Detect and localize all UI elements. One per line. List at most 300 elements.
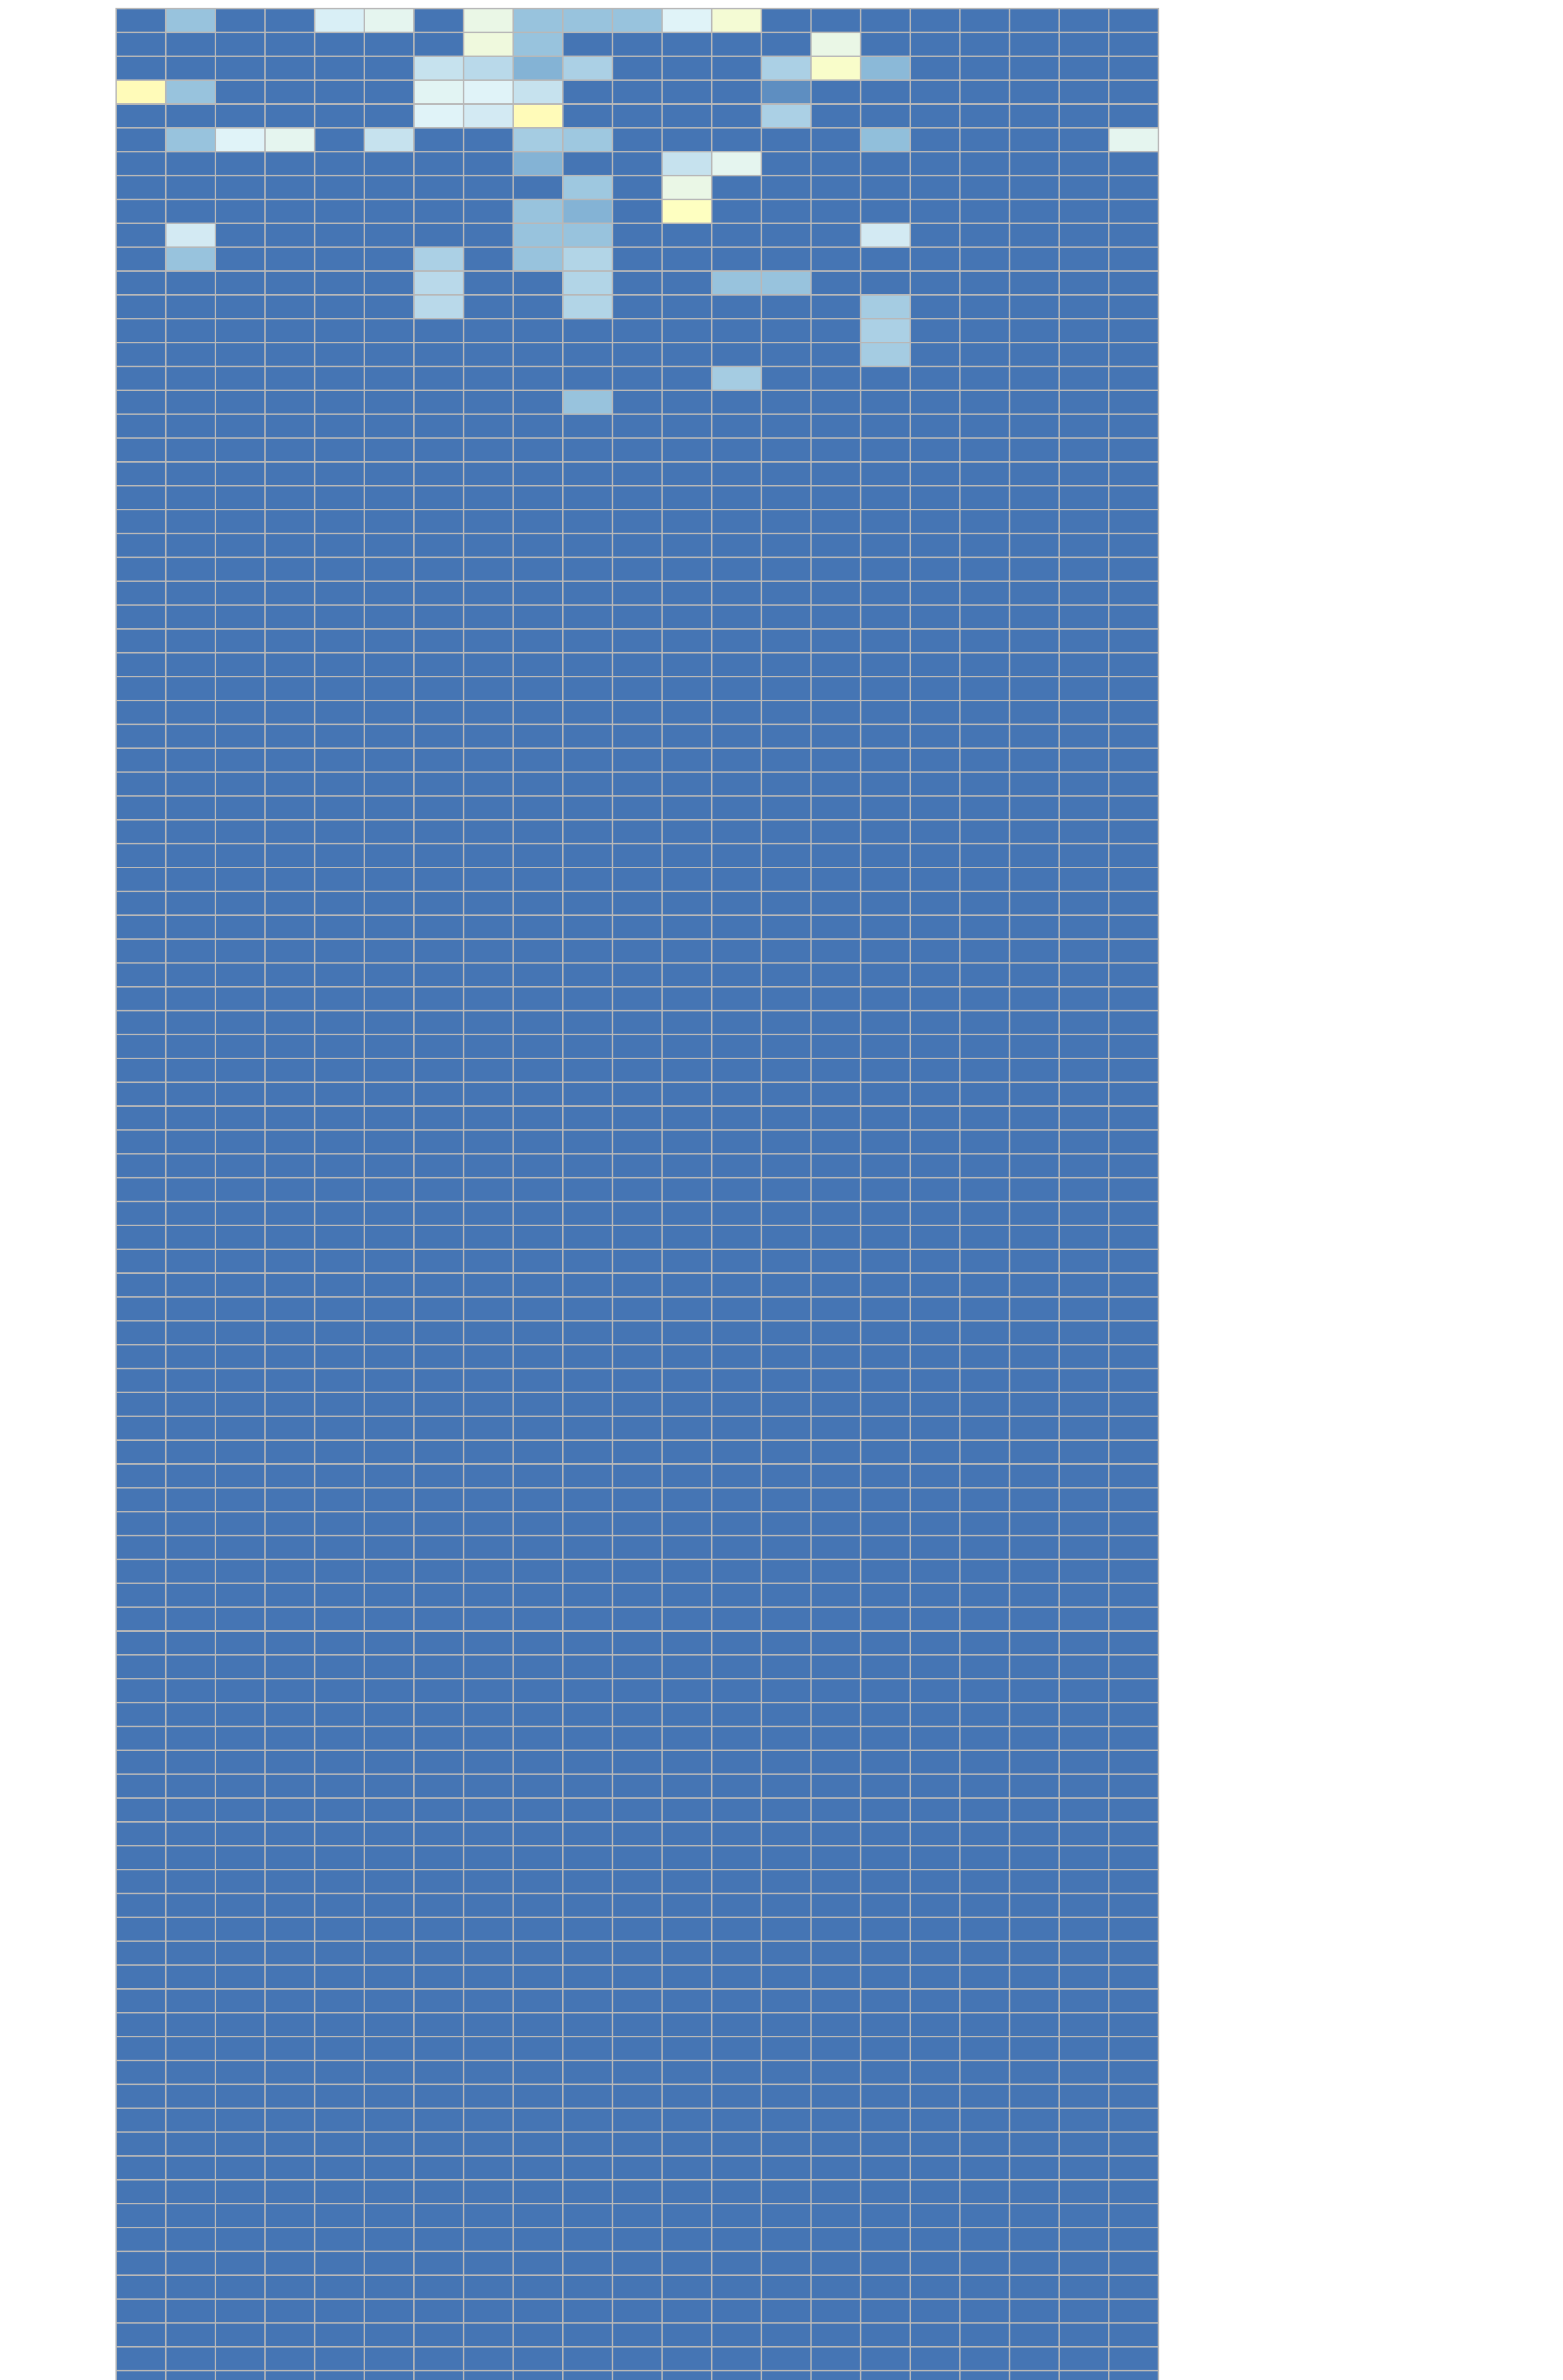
heatmap-cell <box>116 1703 166 1726</box>
heatmap-cell <box>315 1416 364 1440</box>
heatmap-cell <box>1059 534 1108 557</box>
heatmap-cell <box>513 1011 563 1034</box>
heatmap-cell <box>464 2299 513 2323</box>
heatmap-cell <box>216 892 265 915</box>
heatmap-cell <box>166 32 215 56</box>
heatmap-cell <box>811 223 861 247</box>
heatmap-cell <box>414 1416 464 1440</box>
heatmap-cell <box>811 295 861 319</box>
heatmap-cell <box>166 2180 215 2203</box>
heatmap-cell <box>216 176 265 199</box>
heatmap-cell <box>166 319 215 343</box>
heatmap-cell <box>960 1082 1009 1106</box>
heatmap-cell <box>464 1822 513 1846</box>
heatmap-cell <box>414 748 464 772</box>
heatmap-cell <box>811 390 861 414</box>
heatmap-cell <box>762 1631 811 1655</box>
heatmap-cell <box>563 1130 613 1154</box>
heatmap-cell <box>315 9 364 32</box>
heatmap-cell <box>315 414 364 438</box>
heatmap-cell <box>1009 1965 1059 1989</box>
heatmap-cell <box>265 2275 315 2299</box>
heatmap-cell <box>315 2275 364 2299</box>
heatmap-cell <box>216 2037 265 2061</box>
heatmap-cell <box>364 677 414 701</box>
heatmap-cell <box>364 199 414 223</box>
heatmap-cell <box>1059 2370 1108 2380</box>
heatmap-cell <box>712 1822 761 1846</box>
heatmap-cell <box>464 2275 513 2299</box>
heatmap-cell <box>1109 1082 1158 1106</box>
heatmap-cell <box>464 2037 513 2061</box>
heatmap-cell <box>464 1464 513 1488</box>
heatmap-cell <box>910 2228 960 2251</box>
heatmap-cell <box>414 1440 464 1464</box>
heatmap-cell <box>265 1917 315 1941</box>
heatmap-cell <box>364 1965 414 1989</box>
heatmap-cell <box>265 1870 315 1894</box>
heatmap-cell <box>513 2156 563 2180</box>
heatmap-cell <box>414 2061 464 2084</box>
heatmap-cell <box>216 987 265 1011</box>
heatmap-cell <box>364 128 414 152</box>
heatmap-cell <box>513 1631 563 1655</box>
heatmap-cell <box>960 724 1009 748</box>
heatmap-cell <box>265 1201 315 1225</box>
heatmap-cell <box>513 1726 563 1750</box>
heatmap-cell <box>166 915 215 939</box>
heatmap-cell <box>662 868 712 892</box>
heatmap-cell <box>1059 295 1108 319</box>
heatmap-cell <box>712 104 761 128</box>
heatmap-cell <box>563 2061 613 2084</box>
heatmap-cell <box>811 2013 861 2037</box>
heatmap-cell <box>613 1321 662 1345</box>
heatmap-cell <box>216 1559 265 1583</box>
heatmap-cell <box>116 390 166 414</box>
heatmap-cell <box>1059 772 1108 796</box>
heatmap-cell <box>315 987 364 1011</box>
heatmap-cell <box>861 2037 910 2061</box>
heatmap-cell <box>613 1011 662 1034</box>
heatmap-cell <box>811 1106 861 1130</box>
heatmap-cell <box>960 438 1009 462</box>
heatmap-cell <box>613 2180 662 2203</box>
heatmap-cell <box>166 1178 215 1201</box>
heatmap-cell <box>414 1178 464 1201</box>
heatmap-cell <box>414 271 464 295</box>
heatmap-cell <box>861 1488 910 1512</box>
heatmap-cell <box>116 677 166 701</box>
heatmap-cell <box>960 1822 1009 1846</box>
heatmap-cell <box>811 1321 861 1345</box>
heatmap-cell <box>960 1178 1009 1201</box>
heatmap-cell <box>712 653 761 676</box>
heatmap-cell <box>662 319 712 343</box>
heatmap-cell <box>1109 1464 1158 1488</box>
heatmap-cell <box>265 2108 315 2132</box>
heatmap-cell <box>414 1536 464 1559</box>
heatmap-cell <box>1059 1464 1108 1488</box>
heatmap-cell <box>563 629 613 653</box>
heatmap-cell <box>662 438 712 462</box>
heatmap-cell <box>712 1512 761 1536</box>
heatmap-cell <box>216 939 265 963</box>
heatmap-cell <box>613 462 662 486</box>
heatmap-cell <box>265 915 315 939</box>
heatmap-cell <box>811 2323 861 2347</box>
heatmap-cell <box>910 1917 960 1941</box>
heatmap-cell <box>166 1726 215 1750</box>
heatmap-cell <box>662 1607 712 1631</box>
heatmap-cells <box>116 9 1158 2380</box>
heatmap-cell <box>712 2299 761 2323</box>
heatmap-cell <box>762 534 811 557</box>
heatmap-cell <box>216 1154 265 1178</box>
heatmap-cell <box>265 820 315 843</box>
heatmap-cell <box>712 2251 761 2275</box>
heatmap-cell <box>662 390 712 414</box>
heatmap-cell <box>116 343 166 367</box>
heatmap-cell <box>464 1392 513 1416</box>
heatmap-cell <box>315 1368 364 1392</box>
heatmap-cell <box>811 1774 861 1798</box>
heatmap-cell <box>861 581 910 605</box>
heatmap-cell <box>861 772 910 796</box>
heatmap-cell <box>216 534 265 557</box>
heatmap-cell <box>811 1655 861 1679</box>
heatmap-cell <box>762 987 811 1011</box>
heatmap-cell <box>166 1679 215 1703</box>
heatmap-cell <box>861 1536 910 1559</box>
heatmap-cell <box>513 2108 563 2132</box>
heatmap-cell <box>513 1941 563 1965</box>
heatmap-cell <box>513 892 563 915</box>
heatmap-cell <box>315 1583 364 1607</box>
heatmap-cell <box>116 939 166 963</box>
heatmap-cell <box>216 1011 265 1034</box>
heatmap-cell <box>513 2228 563 2251</box>
heatmap-cell <box>613 1130 662 1154</box>
heatmap-cell <box>563 2013 613 2037</box>
heatmap-cell <box>1009 1106 1059 1130</box>
heatmap-cell <box>960 343 1009 367</box>
heatmap-cell <box>166 462 215 486</box>
heatmap-cell <box>464 462 513 486</box>
heatmap-cell <box>1059 1034 1108 1058</box>
heatmap-cell <box>960 1440 1009 1464</box>
heatmap-cell <box>464 963 513 987</box>
heatmap-cell <box>1059 2061 1108 2084</box>
heatmap-cell <box>414 939 464 963</box>
heatmap-cell <box>861 1034 910 1058</box>
heatmap-cell <box>1109 1368 1158 1392</box>
heatmap-cell <box>265 367 315 390</box>
heatmap-cell <box>315 843 364 867</box>
heatmap-cell <box>861 605 910 629</box>
heatmap-cell <box>762 2061 811 2084</box>
heatmap-cell <box>762 199 811 223</box>
heatmap-cell <box>811 1870 861 1894</box>
heatmap-cell <box>563 247 613 271</box>
heatmap-cell <box>166 2108 215 2132</box>
heatmap-cell <box>861 1059 910 1082</box>
heatmap-cell <box>464 32 513 56</box>
heatmap-cell <box>315 1082 364 1106</box>
heatmap-cell <box>513 1201 563 1225</box>
heatmap-cell <box>762 1941 811 1965</box>
heatmap-cell <box>513 1130 563 1154</box>
heatmap-cell <box>265 1846 315 1870</box>
heatmap-cell <box>1059 2108 1108 2132</box>
heatmap-cell <box>315 1225 364 1249</box>
heatmap-cell <box>216 2204 265 2228</box>
heatmap-cell <box>613 915 662 939</box>
heatmap-cell <box>910 1225 960 1249</box>
heatmap-cell <box>662 2299 712 2323</box>
heatmap-cell <box>364 1726 414 1750</box>
heatmap-cell <box>464 271 513 295</box>
heatmap-cell <box>1109 2251 1158 2275</box>
heatmap-cell <box>811 2251 861 2275</box>
heatmap-cell <box>513 510 563 534</box>
heatmap-cell <box>613 772 662 796</box>
heatmap-cell <box>811 367 861 390</box>
heatmap-cell <box>315 56 364 80</box>
heatmap-cell <box>960 1750 1009 1774</box>
heatmap-cell <box>910 32 960 56</box>
heatmap-cell <box>563 1273 613 1297</box>
heatmap-cell <box>1109 1250 1158 1273</box>
heatmap-cell <box>216 1082 265 1106</box>
heatmap-cell <box>563 1559 613 1583</box>
heatmap-cell <box>464 1154 513 1178</box>
heatmap-cell <box>910 247 960 271</box>
heatmap-cell <box>811 438 861 462</box>
heatmap-cell <box>265 438 315 462</box>
heatmap-cell <box>464 1846 513 1870</box>
heatmap-cell <box>1109 2204 1158 2228</box>
heatmap-cell <box>1109 1011 1158 1034</box>
heatmap-cell <box>762 1846 811 1870</box>
heatmap-cell <box>116 9 166 32</box>
heatmap-cell <box>1009 724 1059 748</box>
heatmap-cell <box>960 868 1009 892</box>
heatmap-cell <box>216 128 265 152</box>
heatmap-cell <box>613 1989 662 2013</box>
heatmap-cell <box>861 653 910 676</box>
heatmap-cell <box>613 1631 662 1655</box>
heatmap-cell <box>414 1917 464 1941</box>
heatmap-cell <box>315 319 364 343</box>
heatmap-cell <box>414 1631 464 1655</box>
heatmap-cell <box>662 605 712 629</box>
heatmap-cell <box>960 199 1009 223</box>
heatmap-cell <box>116 1989 166 2013</box>
heatmap-cell <box>315 1321 364 1345</box>
heatmap-cell <box>166 1917 215 1941</box>
heatmap-cell <box>712 724 761 748</box>
heatmap-cell <box>662 629 712 653</box>
heatmap-cell <box>464 152 513 176</box>
heatmap-cell <box>811 1798 861 1822</box>
heatmap-cell <box>315 343 364 367</box>
heatmap-cell <box>364 1488 414 1512</box>
heatmap-cell <box>364 486 414 510</box>
heatmap-cell <box>662 199 712 223</box>
heatmap-cell <box>861 510 910 534</box>
heatmap-cell <box>1009 1297 1059 1321</box>
heatmap-cell <box>613 1273 662 1297</box>
heatmap-cell <box>613 2156 662 2180</box>
heatmap-cell <box>662 987 712 1011</box>
heatmap-cell <box>265 581 315 605</box>
heatmap-cell <box>910 462 960 486</box>
heatmap-cell <box>1109 438 1158 462</box>
heatmap-cell <box>1109 486 1158 510</box>
heatmap-cell <box>811 1297 861 1321</box>
heatmap-cell <box>910 724 960 748</box>
heatmap-cell <box>613 843 662 867</box>
heatmap-cell <box>910 963 960 987</box>
heatmap-cell <box>811 2347 861 2370</box>
heatmap-cell <box>116 438 166 462</box>
heatmap-cell <box>811 1941 861 1965</box>
heatmap-cell <box>960 1225 1009 1249</box>
heatmap-cell <box>613 1297 662 1321</box>
heatmap-cell <box>414 1726 464 1750</box>
heatmap-cell <box>861 343 910 367</box>
heatmap-cell <box>364 1870 414 1894</box>
heatmap-cell <box>563 1392 613 1416</box>
heatmap-cell <box>712 343 761 367</box>
heatmap-cell <box>1009 1512 1059 1536</box>
heatmap-cell <box>662 1082 712 1106</box>
heatmap-cell <box>811 2108 861 2132</box>
heatmap-cell <box>513 2013 563 2037</box>
heatmap-cell <box>166 1894 215 1917</box>
heatmap-cell <box>861 1655 910 1679</box>
heatmap-cell <box>712 438 761 462</box>
heatmap-cell <box>265 1822 315 1846</box>
heatmap-cell <box>464 1416 513 1440</box>
heatmap-cell <box>1059 2037 1108 2061</box>
heatmap-cell <box>364 1368 414 1392</box>
heatmap-cell <box>712 820 761 843</box>
heatmap-cell <box>414 534 464 557</box>
heatmap-cell <box>414 1011 464 1034</box>
heatmap-cell <box>513 1034 563 1058</box>
heatmap-cell <box>1009 1368 1059 1392</box>
heatmap-cell <box>662 414 712 438</box>
heatmap-cell <box>960 1989 1009 2013</box>
heatmap-cell <box>1109 223 1158 247</box>
heatmap-cell <box>216 1822 265 1846</box>
heatmap-cell <box>464 1321 513 1345</box>
heatmap-cell <box>116 2132 166 2156</box>
heatmap-cell <box>1109 2013 1158 2037</box>
heatmap-cell <box>513 701 563 724</box>
heatmap-cell <box>364 271 414 295</box>
heatmap-cell <box>1059 1679 1108 1703</box>
heatmap-cell <box>960 176 1009 199</box>
heatmap-cell <box>513 653 563 676</box>
heatmap-cell <box>861 1416 910 1440</box>
heatmap-cell <box>662 1583 712 1607</box>
heatmap-cell <box>414 319 464 343</box>
heatmap-cell <box>712 1965 761 1989</box>
heatmap-cell <box>910 271 960 295</box>
heatmap-cell <box>1109 176 1158 199</box>
heatmap-cell <box>662 2204 712 2228</box>
heatmap-cell <box>1009 605 1059 629</box>
heatmap-cell <box>613 1082 662 1106</box>
heatmap-cell <box>364 796 414 820</box>
heatmap-cell <box>265 1631 315 1655</box>
heatmap-cell <box>265 1703 315 1726</box>
heatmap-cell <box>1109 653 1158 676</box>
heatmap-cell <box>563 939 613 963</box>
heatmap-cell <box>315 1154 364 1178</box>
heatmap-cell <box>315 486 364 510</box>
heatmap-cell <box>116 796 166 820</box>
heatmap-cell <box>662 2108 712 2132</box>
heatmap-cell <box>861 1297 910 1321</box>
heatmap-cell <box>960 2180 1009 2203</box>
heatmap-cell <box>613 1225 662 1249</box>
heatmap-cell <box>712 796 761 820</box>
heatmap-cell <box>216 1679 265 1703</box>
heatmap-cell <box>166 1368 215 1392</box>
heatmap-cell <box>1109 724 1158 748</box>
heatmap-cell <box>116 1250 166 1273</box>
heatmap-cell <box>513 223 563 247</box>
heatmap-cell <box>811 557 861 581</box>
heatmap-cell <box>116 1798 166 1822</box>
heatmap-cell <box>315 104 364 128</box>
heatmap-cell <box>216 701 265 724</box>
heatmap-cell <box>1059 1488 1108 1512</box>
heatmap-cell <box>116 1583 166 1607</box>
heatmap-cell <box>513 1297 563 1321</box>
heatmap-cell <box>910 2275 960 2299</box>
heatmap-cell <box>712 1607 761 1631</box>
heatmap-cell <box>216 104 265 128</box>
heatmap-cell <box>1109 1536 1158 1559</box>
heatmap-cell <box>265 56 315 80</box>
heatmap-cell <box>315 223 364 247</box>
heatmap-cell <box>762 223 811 247</box>
heatmap-cell <box>414 223 464 247</box>
heatmap-cell <box>364 868 414 892</box>
heatmap-cell <box>613 1917 662 1941</box>
heatmap-cell <box>662 1273 712 1297</box>
heatmap-cell <box>712 892 761 915</box>
heatmap-cell <box>364 295 414 319</box>
heatmap-cell <box>414 2251 464 2275</box>
heatmap-cell <box>216 1106 265 1130</box>
heatmap-cell <box>265 510 315 534</box>
heatmap-cell <box>364 343 414 367</box>
heatmap-cell <box>762 2156 811 2180</box>
heatmap-cell <box>166 2013 215 2037</box>
heatmap-cell <box>910 581 960 605</box>
heatmap-cell <box>960 1154 1009 1178</box>
heatmap-cell <box>712 462 761 486</box>
heatmap-cell <box>116 2299 166 2323</box>
heatmap-cell <box>364 1225 414 1249</box>
heatmap-cell <box>166 104 215 128</box>
